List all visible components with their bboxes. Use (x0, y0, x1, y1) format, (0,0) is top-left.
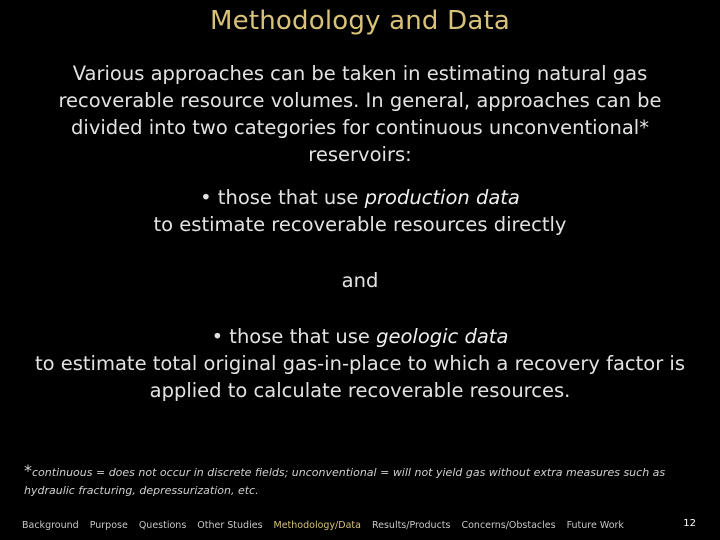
bullet1-emphasis: production data (364, 186, 520, 209)
bullet1-rest: to estimate recoverable resources directly (153, 213, 567, 236)
page-number: 12 (683, 518, 696, 529)
bullet2-rest: to estimate total original gas-in-place to which a recovery factor is applied to calculate recoverable resources. (34, 352, 685, 402)
nav-other-studies[interactable]: Other Studies (197, 520, 263, 531)
nav-purpose[interactable]: Purpose (89, 520, 128, 531)
nav-concerns-obstacles[interactable]: Concerns/Obstacles (461, 520, 556, 531)
nav-future-work[interactable]: Future Work (566, 520, 624, 531)
footnote (24, 462, 704, 500)
slide-title: Methodology and Data (210, 6, 510, 36)
nav-questions[interactable]: Questions (138, 520, 187, 531)
footnote-star: * (24, 461, 32, 480)
and-connector: and (341, 269, 379, 292)
nav-results-products[interactable]: Results/Products (371, 520, 451, 531)
footer-nav (22, 520, 624, 534)
bullet1-prefix: • those that use (200, 186, 365, 209)
intro-paragraph: Various approaches can be taken in estimating natural gas recoverable resource volumes. In general, approaches can be divided into two categories for continuous unconventional* reservoirs: (58, 62, 662, 166)
nav-background[interactable]: Background (22, 520, 79, 531)
bullet-geologic-data (20, 323, 700, 404)
footnote-text: continuous = does not occur in discrete fields; unconventional = will not yield gas without extra measures such as hydraulic fracturing, depressurization, etc. (24, 466, 666, 497)
slide-body (20, 60, 700, 404)
bullet2-prefix: • those that use (211, 325, 377, 348)
nav-methodology-data[interactable]: Methodology/Data (273, 520, 361, 531)
bullet2-emphasis: geologic data (376, 325, 509, 348)
bullet-production-data (20, 184, 700, 238)
